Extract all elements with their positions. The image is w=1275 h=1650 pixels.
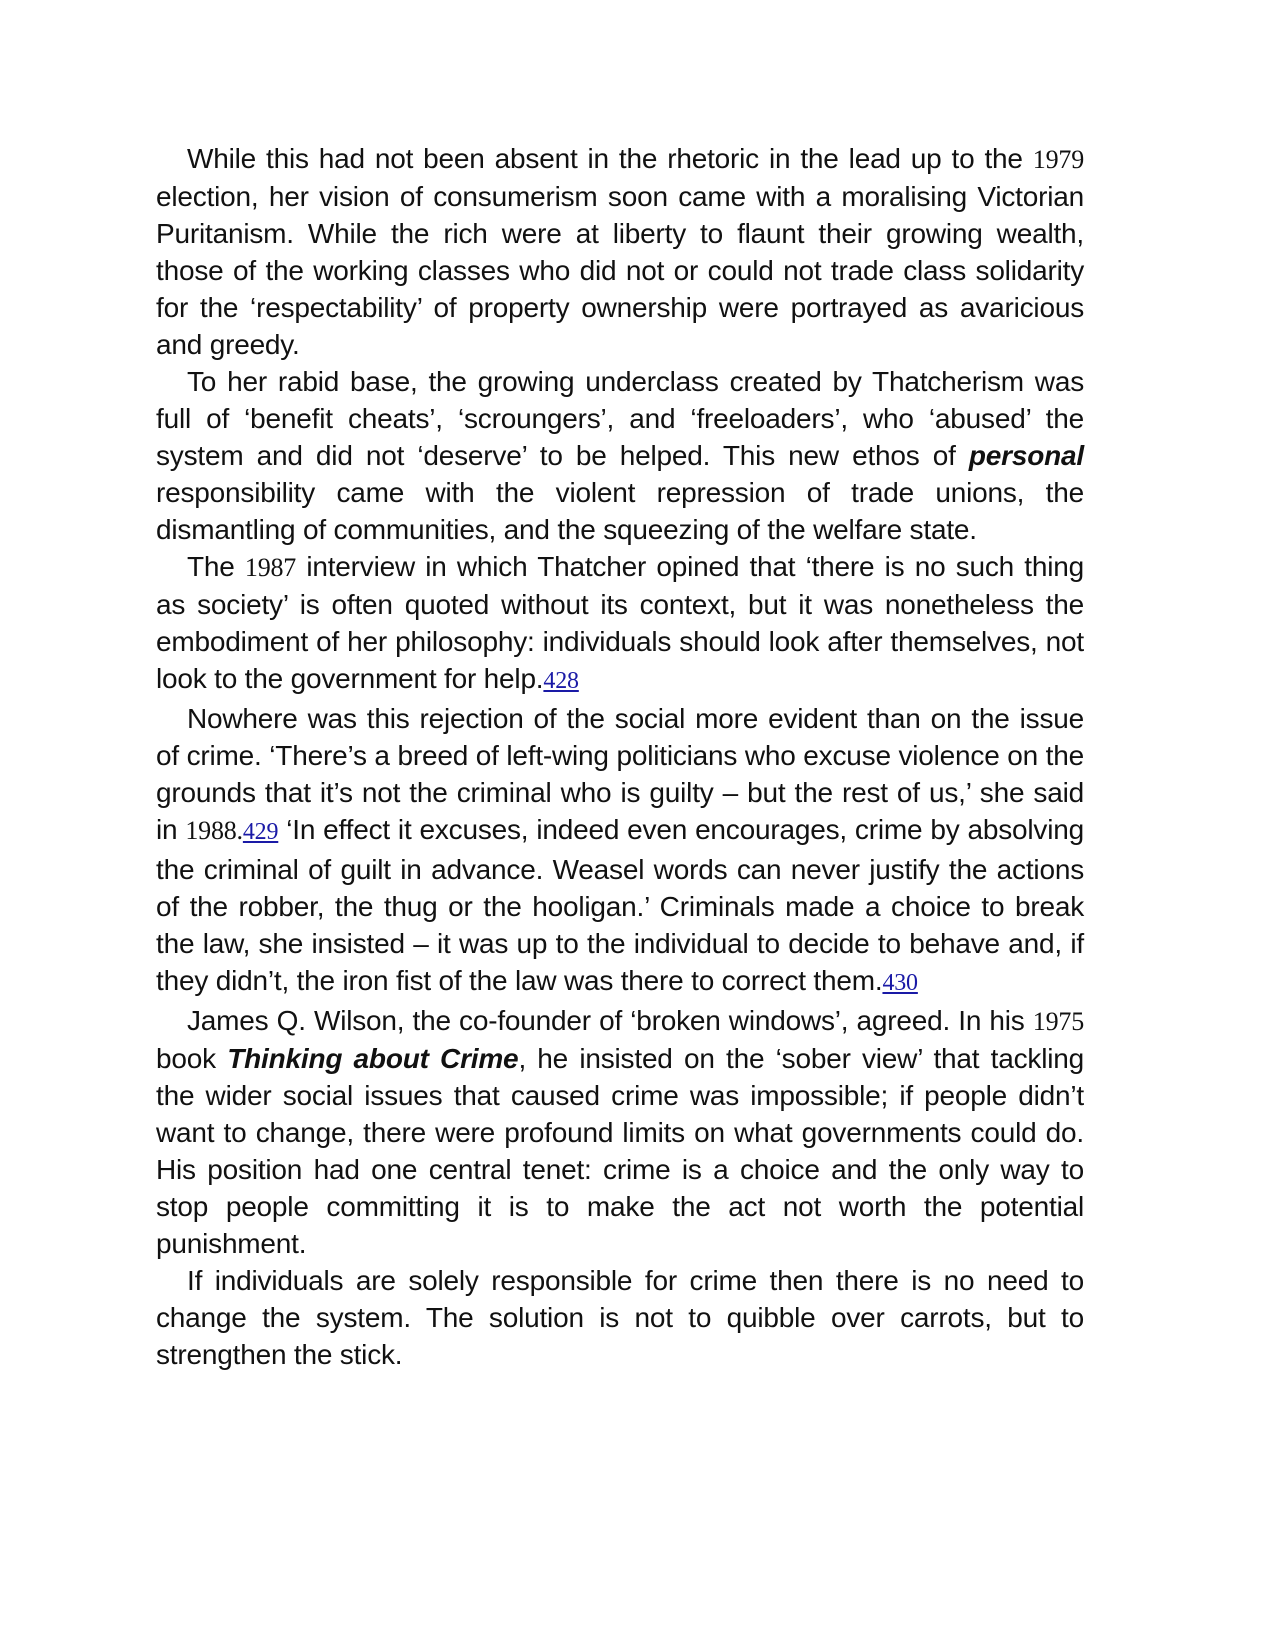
paragraph-text: The: [187, 551, 245, 582]
paragraph-text: , he insisted on the ‘sober view’ that tackling the wider social issues that caused crime was impossible; if people didn’t want to change, there were profound limits on what governments could do. His position had one central tenet: crime is a choice and the only way to stop people committing it is to make the act not worth the potential punishment.: [156, 1043, 1085, 1259]
paragraph-text: If individuals are solely responsible for crime then there is no need to change the system. The solution is not to quibble over carrots, but to strengthen the stick.: [156, 1265, 1084, 1370]
paragraph-5: [156, 1002, 1084, 1262]
book-title: Thinking about Crime: [227, 1043, 519, 1074]
year-number: 1979: [1032, 145, 1084, 174]
paragraph-text: James Q. Wilson, the co-founder of ‘broken windows’, agreed. In his: [187, 1005, 1033, 1036]
paragraph-text: book: [156, 1043, 228, 1074]
page-body: [156, 140, 1084, 1373]
paragraph-text: Nowhere was this rejection of the social more evident than on the issue of crime. ‘There’s a breed of left-wing politicians who excuse violence on the grounds that it’s not the criminal who is guilty – but the rest of us,’ she said in: [156, 703, 1084, 845]
paragraph-text: While this had not been absent in the rhetoric in the lead up to the: [187, 143, 1033, 174]
year-number: 1975: [1032, 1007, 1084, 1036]
paragraph-6: [156, 1262, 1084, 1373]
paragraph-text: responsibility came with the violent repression of trade unions, the dismantling of communities, and the squeezing of the welfare state.: [156, 477, 1084, 545]
year-number: 1988.: [185, 816, 243, 845]
paragraph-3: [156, 548, 1084, 700]
year-number: 1987: [244, 553, 297, 582]
emphasis-text: personal: [968, 440, 1084, 471]
paragraph-text: To her rabid base, the growing underclass created by Thatcherism was full of ‘benefit cheats’, ‘scroungers’, and ‘freeloaders’, who ‘abused’ the system and did not ‘deserve’ to be helped. This new ethos of: [156, 366, 1084, 471]
paragraph-2: [156, 363, 1084, 548]
paragraph-text: election, her vision of consumerism soon came with a moralising Victorian Puritanism. While the rich were at liberty to flaunt their growing wealth, those of the working classes who did not or could not trade class solidarity for the ‘respectability’ of property ownership were portrayed as avaricious and greedy.: [156, 181, 1084, 360]
paragraph-text: interview in which Thatcher opined that ‘there is no such thing as society’ is often quoted without its context, but it was nonetheless the embodiment of her philosophy: individuals should look after themselves, not look to the government for help.: [156, 551, 1084, 694]
footnote-link-428[interactable]: 428: [543, 668, 579, 694]
footnote-link-430[interactable]: 430: [882, 970, 918, 996]
paragraph-1: [156, 140, 1084, 363]
paragraph-text: ‘In effect it excuses, indeed even encourages, crime by absolving the criminal of guilt in advance. Weasel words can never justify the actions of the robber, the thug or the hooligan.’ Criminals made a choice to break the law, she insisted – it was up to the individual to decide to behave and, if they didn’t, the iron fist of the law was there to correct them.: [156, 814, 1084, 996]
footnote-link-429[interactable]: 429: [242, 819, 279, 845]
paragraph-4: [156, 700, 1084, 1002]
